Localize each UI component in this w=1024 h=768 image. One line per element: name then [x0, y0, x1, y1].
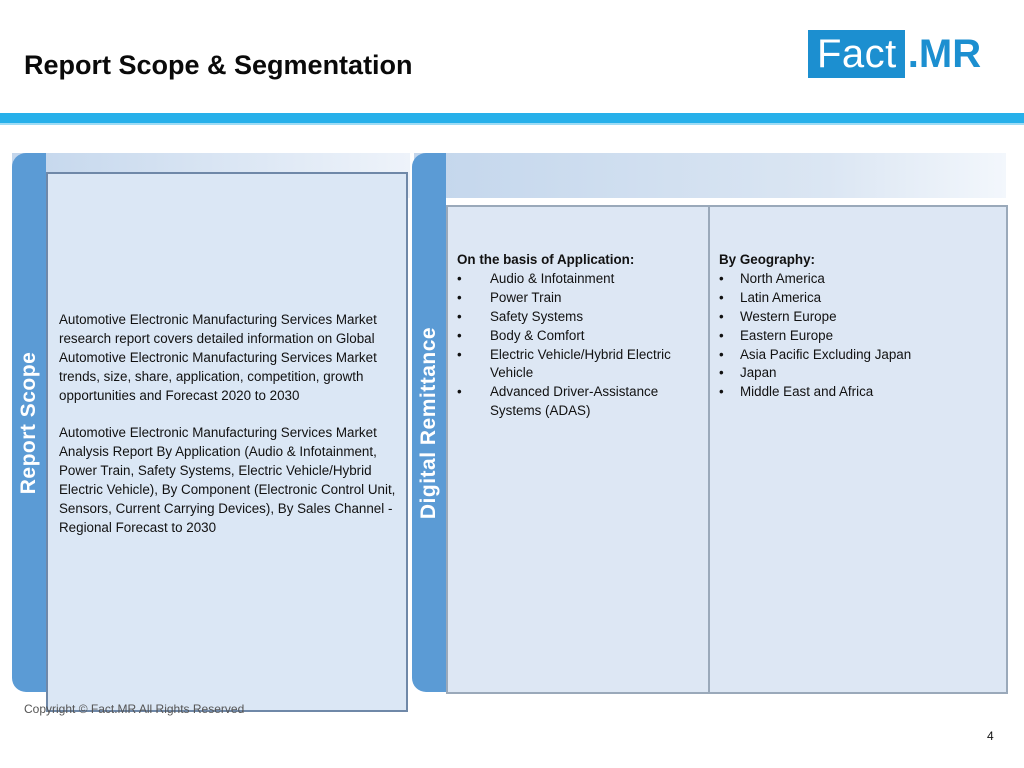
list-item: • Japan: [719, 364, 1006, 383]
logo-primary-text: Fact: [808, 30, 905, 78]
list-item: • Advanced Driver-Assistance Systems (ADAS): [457, 383, 708, 421]
list-item: • Electric Vehicle/Hybrid Electric Vehicle: [457, 346, 708, 384]
digital-remittance-tab: [412, 153, 446, 692]
report-scope-text: [59, 311, 399, 557]
report-scope-panel: [46, 172, 408, 712]
geography-list: [719, 270, 1006, 402]
scope-paragraph-2: Automotive Electronic Manufacturing Services Market Analysis Report By Application (Audio & Infotainment, Power Train, Safety Systems, Electric Vehicle/Hybrid Electric Vehicle), By Component (Electronic Control Unit, Sensors, Current Carrying Devices), By Sales Channel - Regional Forecast to 2030: [59, 425, 396, 535]
report-scope-label: Report Scope: [17, 351, 40, 494]
scope-paragraph-1: Automotive Electronic Manufacturing Services Market research report covers detailed information on Global Automotive Electronic Manufacturing Services Market trends, size, share, application, competition, growth opportunities and Forecast 2020 to 2030: [59, 312, 377, 403]
logo-secondary-text: .MR: [907, 32, 982, 76]
list-item: • Eastern Europe: [719, 327, 1006, 346]
digital-remittance-label: Digital Remittance: [417, 326, 440, 519]
page-title: Report Scope & Segmentation: [24, 50, 413, 80]
list-item: • Asia Pacific Excluding Japan: [719, 346, 1006, 365]
list-item: • Body & Comfort: [457, 327, 708, 346]
page-number: 4: [987, 729, 994, 743]
list-item: • North America: [719, 270, 1006, 289]
list-item: • Latin America: [719, 289, 1006, 308]
right-header-band: [414, 153, 1006, 198]
application-column: [448, 207, 710, 692]
list-item: • Middle East and Africa: [719, 383, 1006, 402]
factmr-logo: [808, 30, 981, 78]
application-list: [457, 270, 708, 421]
report-scope-tab: [12, 153, 46, 692]
application-heading: On the basis of Application:: [457, 252, 635, 267]
list-item: • Western Europe: [719, 308, 1006, 327]
list-item: • Audio & Infotainment: [457, 270, 708, 289]
geography-heading: By Geography:: [719, 252, 815, 267]
segmentation-panel: [446, 205, 1008, 694]
geography-column: [710, 207, 1006, 692]
list-item: • Safety Systems: [457, 308, 708, 327]
list-item: • Power Train: [457, 289, 708, 308]
header-divider: [0, 113, 1024, 125]
copyright-notice: Copyright © Fact.MR All Rights Reserved: [24, 702, 245, 716]
